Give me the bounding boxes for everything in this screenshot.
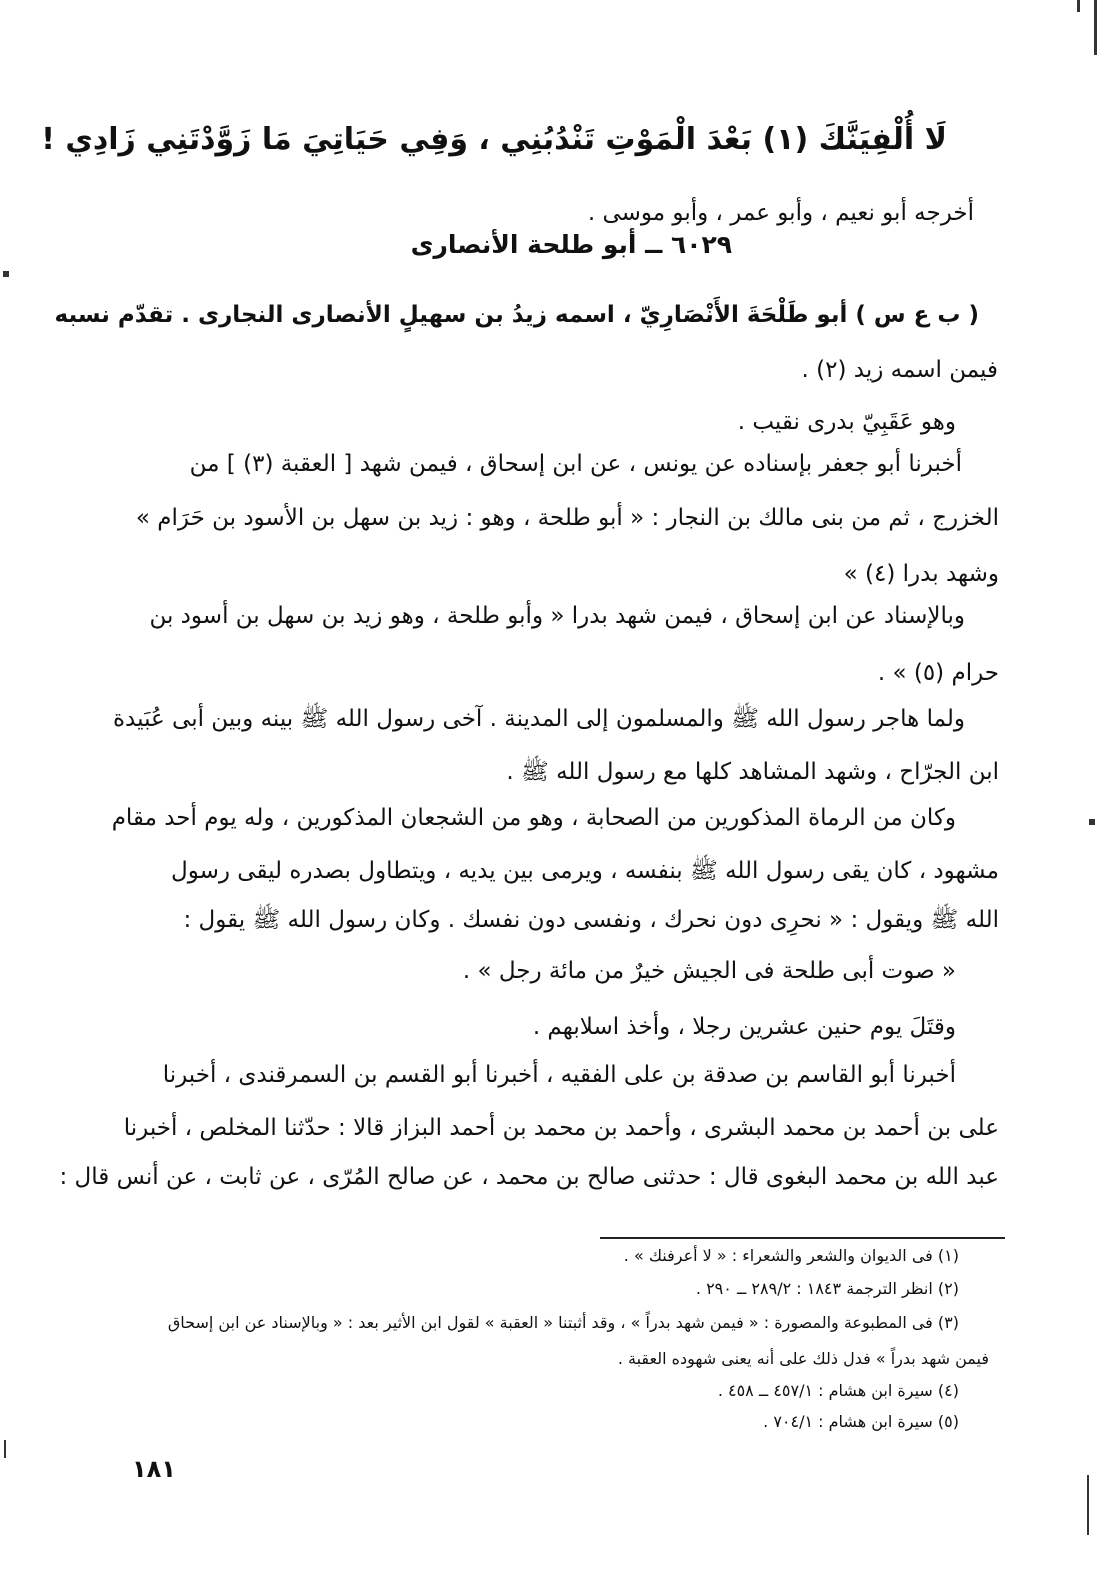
text-line-02: ( ب ع س ) أبو طَلْحَةَ الأَنْصَارِيّ ، اسمه زيدُ بن سهيلٍ الأنصارى النجارى . تقدّم نسبه bbox=[54, 302, 979, 328]
text-line-06: الخزرج ، ثم من بنى مالك بن النجار : « أبو طلحة ، وهو : زيد بن سهل بن الأسود بن حَرَام » bbox=[135, 505, 999, 531]
scan-edge-mark-bottom-right bbox=[1087, 1475, 1089, 1535]
footnote-4: (٤) سيرة ابن هشام : ٤٥٧/١ ــ ٤٥٨ . bbox=[717, 1381, 959, 1400]
text-line-17: أخبرنا أبو القاسم بن صدقة بن على الفقيه ، أخبرنا أبو القسم بن السمرقندى ، أخبرنا bbox=[162, 1062, 956, 1088]
text-line-01: أخرجه أبو نعيم ، وأبو عمر ، وأبو موسى . bbox=[587, 200, 974, 226]
poetry-verse: لَا أُلْفِيَنَّكَ (١) بَعْدَ الْمَوْتِ تَنْدُبُنِي ، وَفِي حَيَاتِيَ مَا زَوَّدْتَنِي زَادِي ! bbox=[41, 122, 947, 157]
text-line-04: وهو عَقَبِيّ بدرى نقيب . bbox=[737, 409, 956, 435]
text-line-18: على بن أحمد بن محمد البشرى ، وأحمد بن محمد بن أحمد البزاز قالا : حدّثنا المخلص ، أخبرنا bbox=[123, 1115, 999, 1141]
scan-dot-right bbox=[1089, 819, 1095, 825]
text-line-11: ابن الجرّاح ، وشهد المشاهد كلها مع رسول الله ﷺ . bbox=[506, 759, 999, 785]
scan-dot-left bbox=[3, 271, 9, 277]
text-line-08: وبالإسناد عن ابن إسحاق ، فيمن شهد بدرا « وأبو طلحة ، وهو زيد بن سهل بن أسود بن bbox=[149, 603, 965, 629]
text-line-09: حرام (٥) » . bbox=[877, 660, 999, 686]
scan-edge-mark-left bbox=[4, 1440, 6, 1458]
text-line-07: وشهد بدرا (٤) » bbox=[843, 561, 999, 587]
footnote-3-continued: فيمن شهد بدراً » فدل ذلك على أنه يعنى شهوده العقبة . bbox=[617, 1349, 989, 1368]
text-line-16: وقتَلَ يوم حنين عشرين رجلا ، وأخذ اسلابهم . bbox=[532, 1014, 956, 1040]
text-line-12: وكان من الرماة المذكورين من الصحابة ، وهو من الشجعان المذكورين ، وله يوم أحد مقام bbox=[111, 805, 956, 831]
footnote-1: (١) فى الديوان والشعر والشعراء : « لا أعرفنك » . bbox=[623, 1246, 959, 1265]
text-line-13: مشهود ، كان يقى رسول الله ﷺ بنفسه ، ويرمى بين يديه ، ويتطاول بصدره ليقى رسول bbox=[171, 858, 999, 884]
text-line-05: أخبرنا أبو جعفر بإسناده عن يونس ، عن ابن إسحاق ، فيمن شهد [ العقبة (٣) ] من bbox=[189, 451, 962, 477]
scan-edge-mark-top bbox=[1077, 0, 1080, 12]
footnote-5: (٥) سيرة ابن هشام : ٧٠٤/١ . bbox=[763, 1412, 959, 1431]
text-line-15: « صوت أبى طلحة فى الجيش خيرٌ من مائة رجل » . bbox=[462, 958, 956, 984]
entry-heading: ٦٠٢٩ ــ أبو طلحة الأنصارى bbox=[410, 230, 732, 259]
text-line-03: فيمن اسمه زيد (٢) . bbox=[801, 357, 998, 383]
footnote-3: (٣) فى المطبوعة والمصورة : « فيمن شهد بدراً » ، وقد أثبتنا « العقبة » لقول ابن الأثير بعد : « وبالإسناد عن ابن إسحاق bbox=[167, 1313, 959, 1332]
text-line-10: ولما هاجر رسول الله ﷺ والمسلمون إلى المدينة . آخى رسول الله ﷺ بينه وبين أبى عُبَيدة bbox=[113, 706, 965, 732]
footnote-separator bbox=[600, 1237, 1005, 1239]
page-number: ١٨١ bbox=[132, 1455, 176, 1483]
footnote-2: (٢) انظر الترجمة ١٨٤٣ : ٢٨٩/٢ ــ ٢٩٠ . bbox=[695, 1279, 959, 1298]
text-line-19: عبد الله بن محمد البغوى قال : حدثنى صالح بن محمد ، عن صالح المُرّى ، عن ثابت ، عن أنس قال : bbox=[59, 1164, 999, 1190]
text-line-14: الله ﷺ ويقول : « نحرِى دون نحرك ، ونفسى دون نفسك . وكان رسول الله ﷺ يقول : bbox=[183, 907, 999, 933]
scan-edge-mark-top-right bbox=[1094, 0, 1097, 55]
